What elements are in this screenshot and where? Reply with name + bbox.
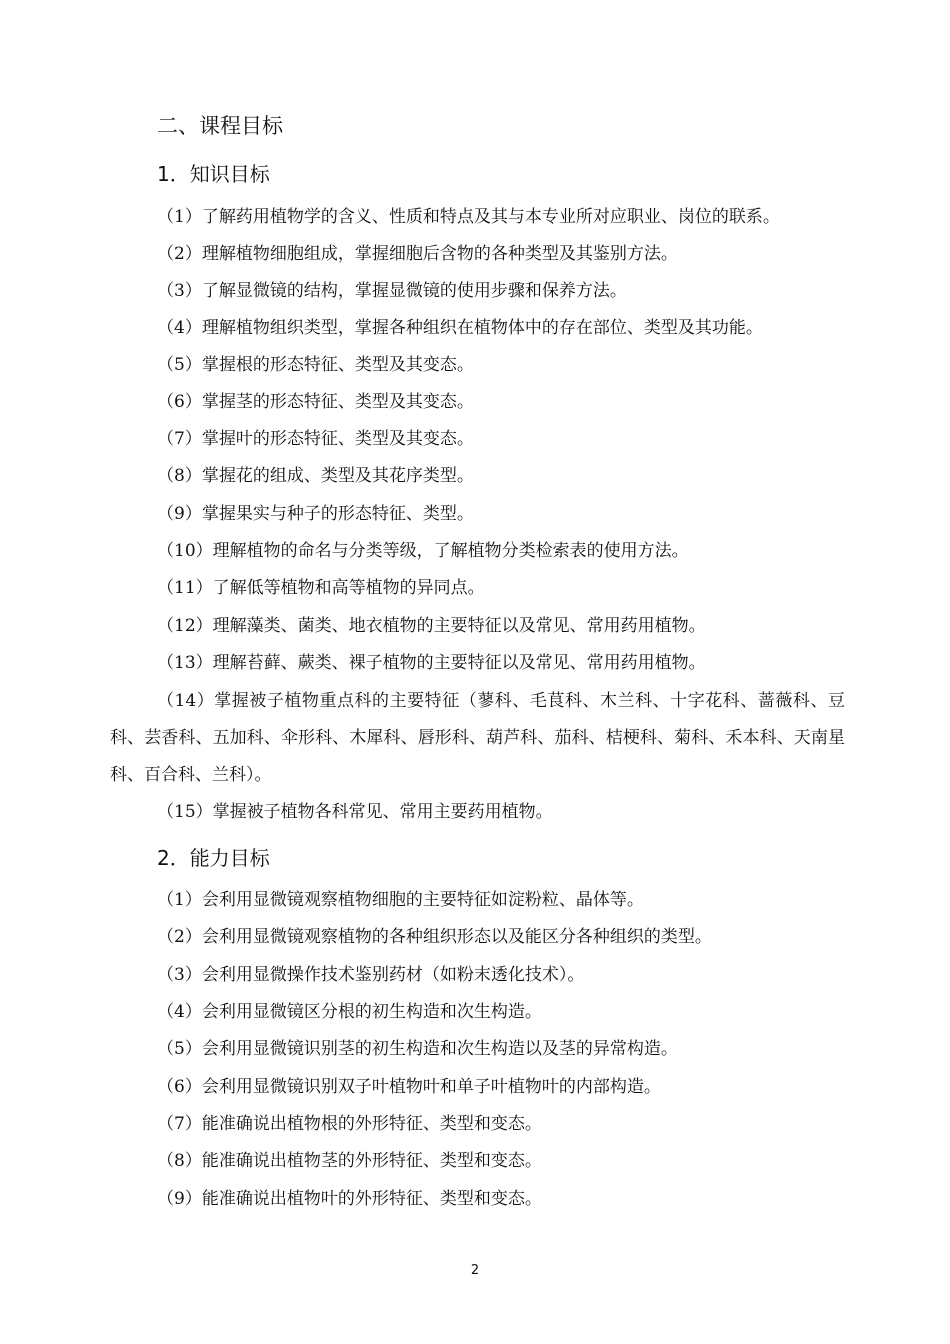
ability-item-3: （3）会利用显微操作技术鉴别药材（如粉末透化技术）。 xyxy=(157,965,585,985)
knowledge-item-7: （7）掌握叶的形态特征、类型及其变态。 xyxy=(157,429,474,449)
knowledge-title: 1．知识目标 xyxy=(157,162,270,186)
knowledge-item-11: （11）了解低等植物和高等植物的异同点。 xyxy=(157,578,485,598)
knowledge-item-1: （1）了解药用植物学的含义、性质和特点及其与本专业所对应职业、岗位的联系。 xyxy=(157,207,780,227)
knowledge-item-6: （6）掌握茎的形态特征、类型及其变态。 xyxy=(157,392,474,412)
ability-item-6: （6）会利用显微镜识别双子叶植物叶和单子叶植物叶的内部构造。 xyxy=(157,1077,661,1097)
ability-item-1: （1）会利用显微镜观察植物细胞的主要特征如淀粉粒、晶体等。 xyxy=(157,890,644,910)
knowledge-item-15: （15）掌握被子植物各科常见、常用主要药用植物。 xyxy=(157,802,553,822)
ability-item-8: （8）能准确说出植物茎的外形特征、类型和变态。 xyxy=(157,1151,542,1171)
knowledge-item-9: （9）掌握果实与种子的形态特征、类型。 xyxy=(157,504,474,524)
ability-item-5: （5）会利用显微镜识别茎的初生构造和次生构造以及茎的异常构造。 xyxy=(157,1039,678,1059)
ability-item-7: （7）能准确说出植物根的外形特征、类型和变态。 xyxy=(157,1114,542,1134)
knowledge-item-14: （14）掌握被子植物重点科的主要特征（蓼科、毛茛科、木兰科、十字花科、蔷薇科、豆科、芸香科、五加科、伞形科、木犀科、唇形科、葫芦科、茄科、桔梗科、菊科、禾本科、天南星科、百合科、兰科）。 xyxy=(110,691,845,785)
knowledge-item-2: （2）理解植物细胞组成，掌握细胞后含物的各种类型及其鉴别方法。 xyxy=(157,244,678,264)
ability-item-2: （2）会利用显微镜观察植物的各种组织形态以及能区分各种组织的类型。 xyxy=(157,927,712,947)
knowledge-item-3: （3）了解显微镜的结构，掌握显微镜的使用步骤和保养方法。 xyxy=(157,281,627,301)
section-title: 二、课程目标 xyxy=(157,114,283,138)
knowledge-item-12: （12）理解藻类、菌类、地衣植物的主要特征以及常见、常用药用植物。 xyxy=(157,616,706,636)
knowledge-item-10: （10）理解植物的命名与分类等级，了解植物分类检索表的使用方法。 xyxy=(157,541,689,561)
ability-title: 2．能力目标 xyxy=(157,846,270,870)
knowledge-item-13: （13）理解苔藓、蕨类、裸子植物的主要特征以及常见、常用药用植物。 xyxy=(157,653,706,673)
ability-item-9: （9）能准确说出植物叶的外形特征、类型和变态。 xyxy=(157,1189,542,1209)
knowledge-item-4: （4）理解植物组织类型，掌握各种组织在植物体中的存在部位、类型及其功能。 xyxy=(157,318,763,338)
ability-item-4: （4）会利用显微镜区分根的初生构造和次生构造。 xyxy=(157,1002,542,1022)
page-number: 2 xyxy=(470,1263,480,1278)
knowledge-item-8: （8）掌握花的组成、类型及其花序类型。 xyxy=(157,466,474,486)
knowledge-item-5: （5）掌握根的形态特征、类型及其变态。 xyxy=(157,355,474,375)
